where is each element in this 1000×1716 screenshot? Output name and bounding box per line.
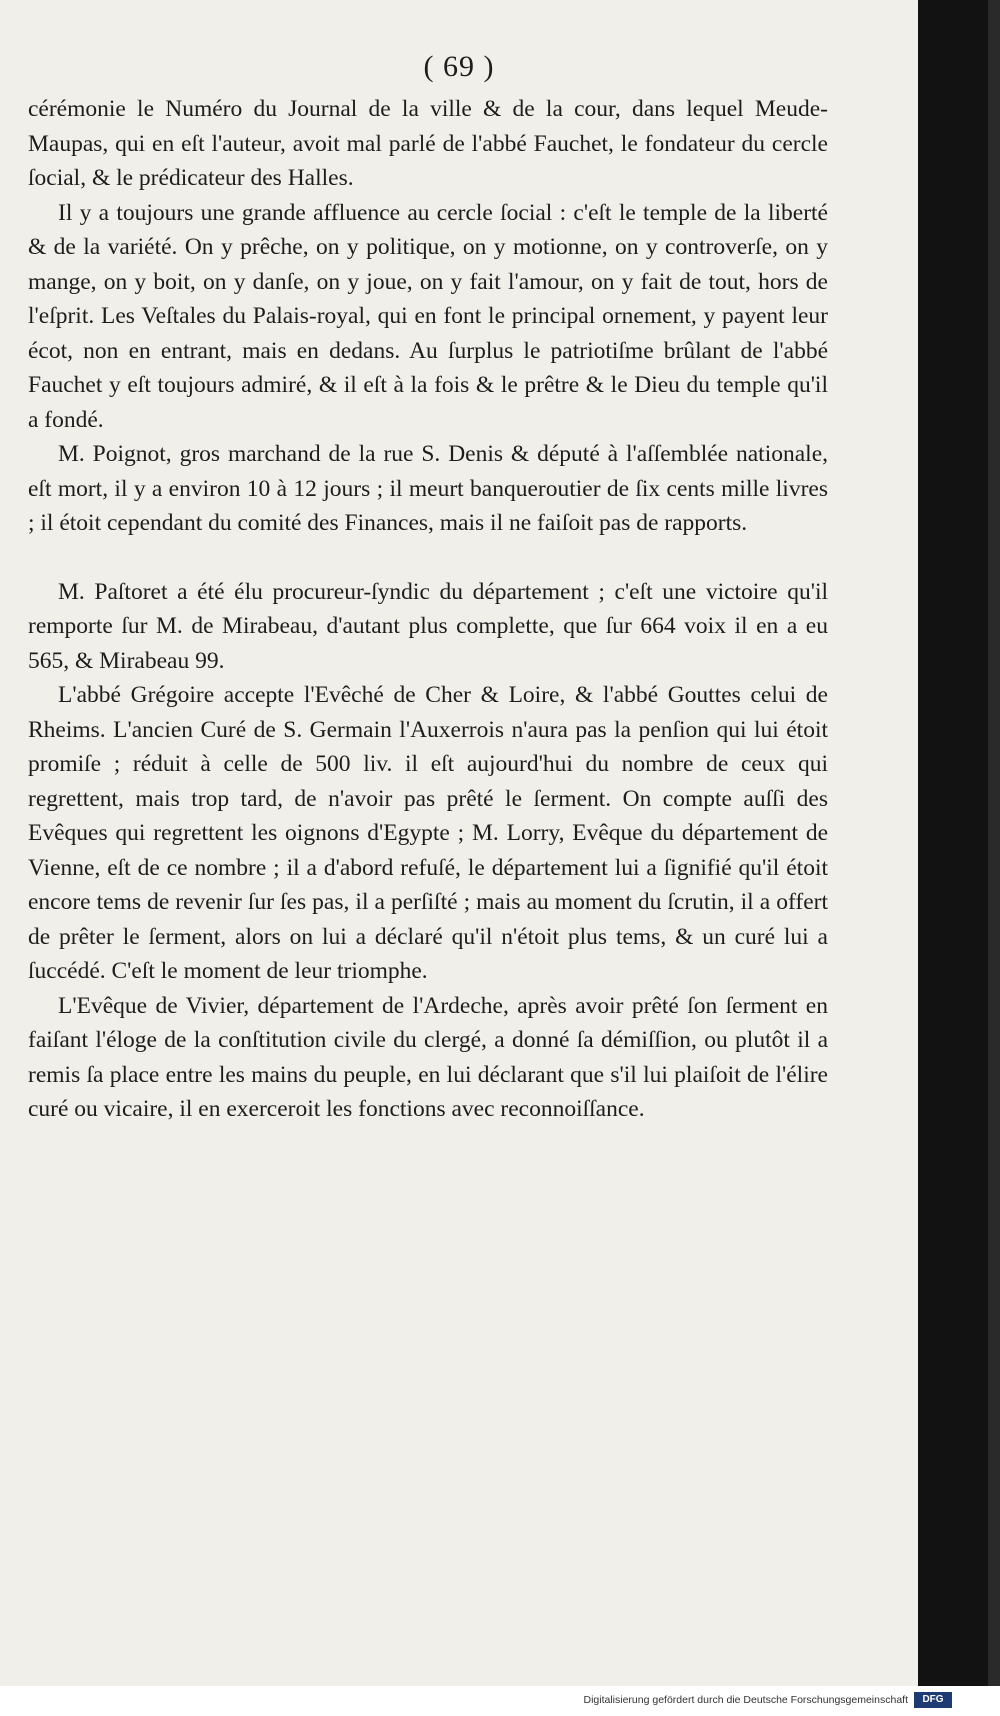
page-number: ( 69 ) [423,50,495,83]
paragraph: cérémonie le Numéro du Journal de la ville & de la cour, dans lequel Meude-Maupas, qui en eſt l'auteur, avoit mal parlé de l'abbé Fauchet, le fondateur du cercle ſocial, & le prédicateur des Halles. [28,96,828,191]
dfg-logo-icon: DFG [914,1692,952,1708]
scan-edge [988,0,1000,1716]
paragraph: L'abbé Grégoire accepte l'Evêché de Cher & Loire, & l'abbé Gouttes celui de Rheims. L'ancien Curé de S. Germain l'Auxerrois n'aura pas la penſion qui lui étoit promiſe ; réduit à celle de 500 liv. il eſt aujourd'hui du nombre de ceux qui regrettent, mais trop tard, de n'avoir pas prêté le ſerment. On compte auſſi des Evêques qui regrettent les oignons d'Egypte ; M. Lorry, Evêque du département de Vienne, eſt de ce nombre ; il a d'abord refuſé, le département lui a ſignifié qu'il étoit encore tems de revenir ſur ſes pas, il a perſiſté ; mais au moment du ſcrutin, il a offert de prêter le ſerment, alors on lui a déclaré qu'il n'étoit plus tems, & un curé lui a ſuccédé. C'eſt le moment de leur triomphe. [28,682,828,984]
body-text [28,92,828,1127]
paragraph: M. Poignot, gros marchand de la rue S. Denis & député à l'aſſemblée nationale, eſt mort, il y a environ 10 à 12 jours ; il meurt banqueroutier de ſix cents mille livres ; il étoit cependant du comité des Finances, mais il ne faiſoit pas de rapports. [28,441,828,536]
paragraph: Il y a toujours une grande affluence au cercle ſocial : c'eſt le temple de la liberté & de la variété. On y prêche, on y politique, on y motionne, on y controverſe, on y mange, on y boit, on y danſe, on y joue, on y fait l'amour, on y fait de tout, hors de l'eſprit. Les Veſtales du Palais-royal, qui en font le principal ornement, y payent leur écot, non en entrant, mais en dedans. Au ſurplus le patriotiſme brûlant de l'abbé Fauchet y eſt toujours admiré, & il eſt à la fois & le prêtre & le Dieu du temple qu'il a fondé. [28,199,828,433]
footer [0,1686,1000,1716]
paragraph: L'Evêque de Vivier, département de l'Ardeche, après avoir prêté ſon ſerment en faiſant l'éloge de la conſtitution civile du clergé, a donné ſa démiſſion, ou plutôt il a remis ſa place entre les mains du peuple, en lui déclarant que s'il lui plaiſoit de l'élire curé ou vicaire, il en exerceroit les fonctions avec reconnoiſſance. [28,992,828,1122]
paragraph: M. Paſtoret a été élu procureur-ſyndic du département ; c'eſt une victoire qu'il remporte ſur M. de Mirabeau, d'autant plus complette, que ſur 664 voix il en a eu 565, & Mirabeau 99. [28,578,828,674]
funding-note: Digitalisierung gefördert durch die Deutsche Forschungsgemeinschaft [583,1694,908,1706]
